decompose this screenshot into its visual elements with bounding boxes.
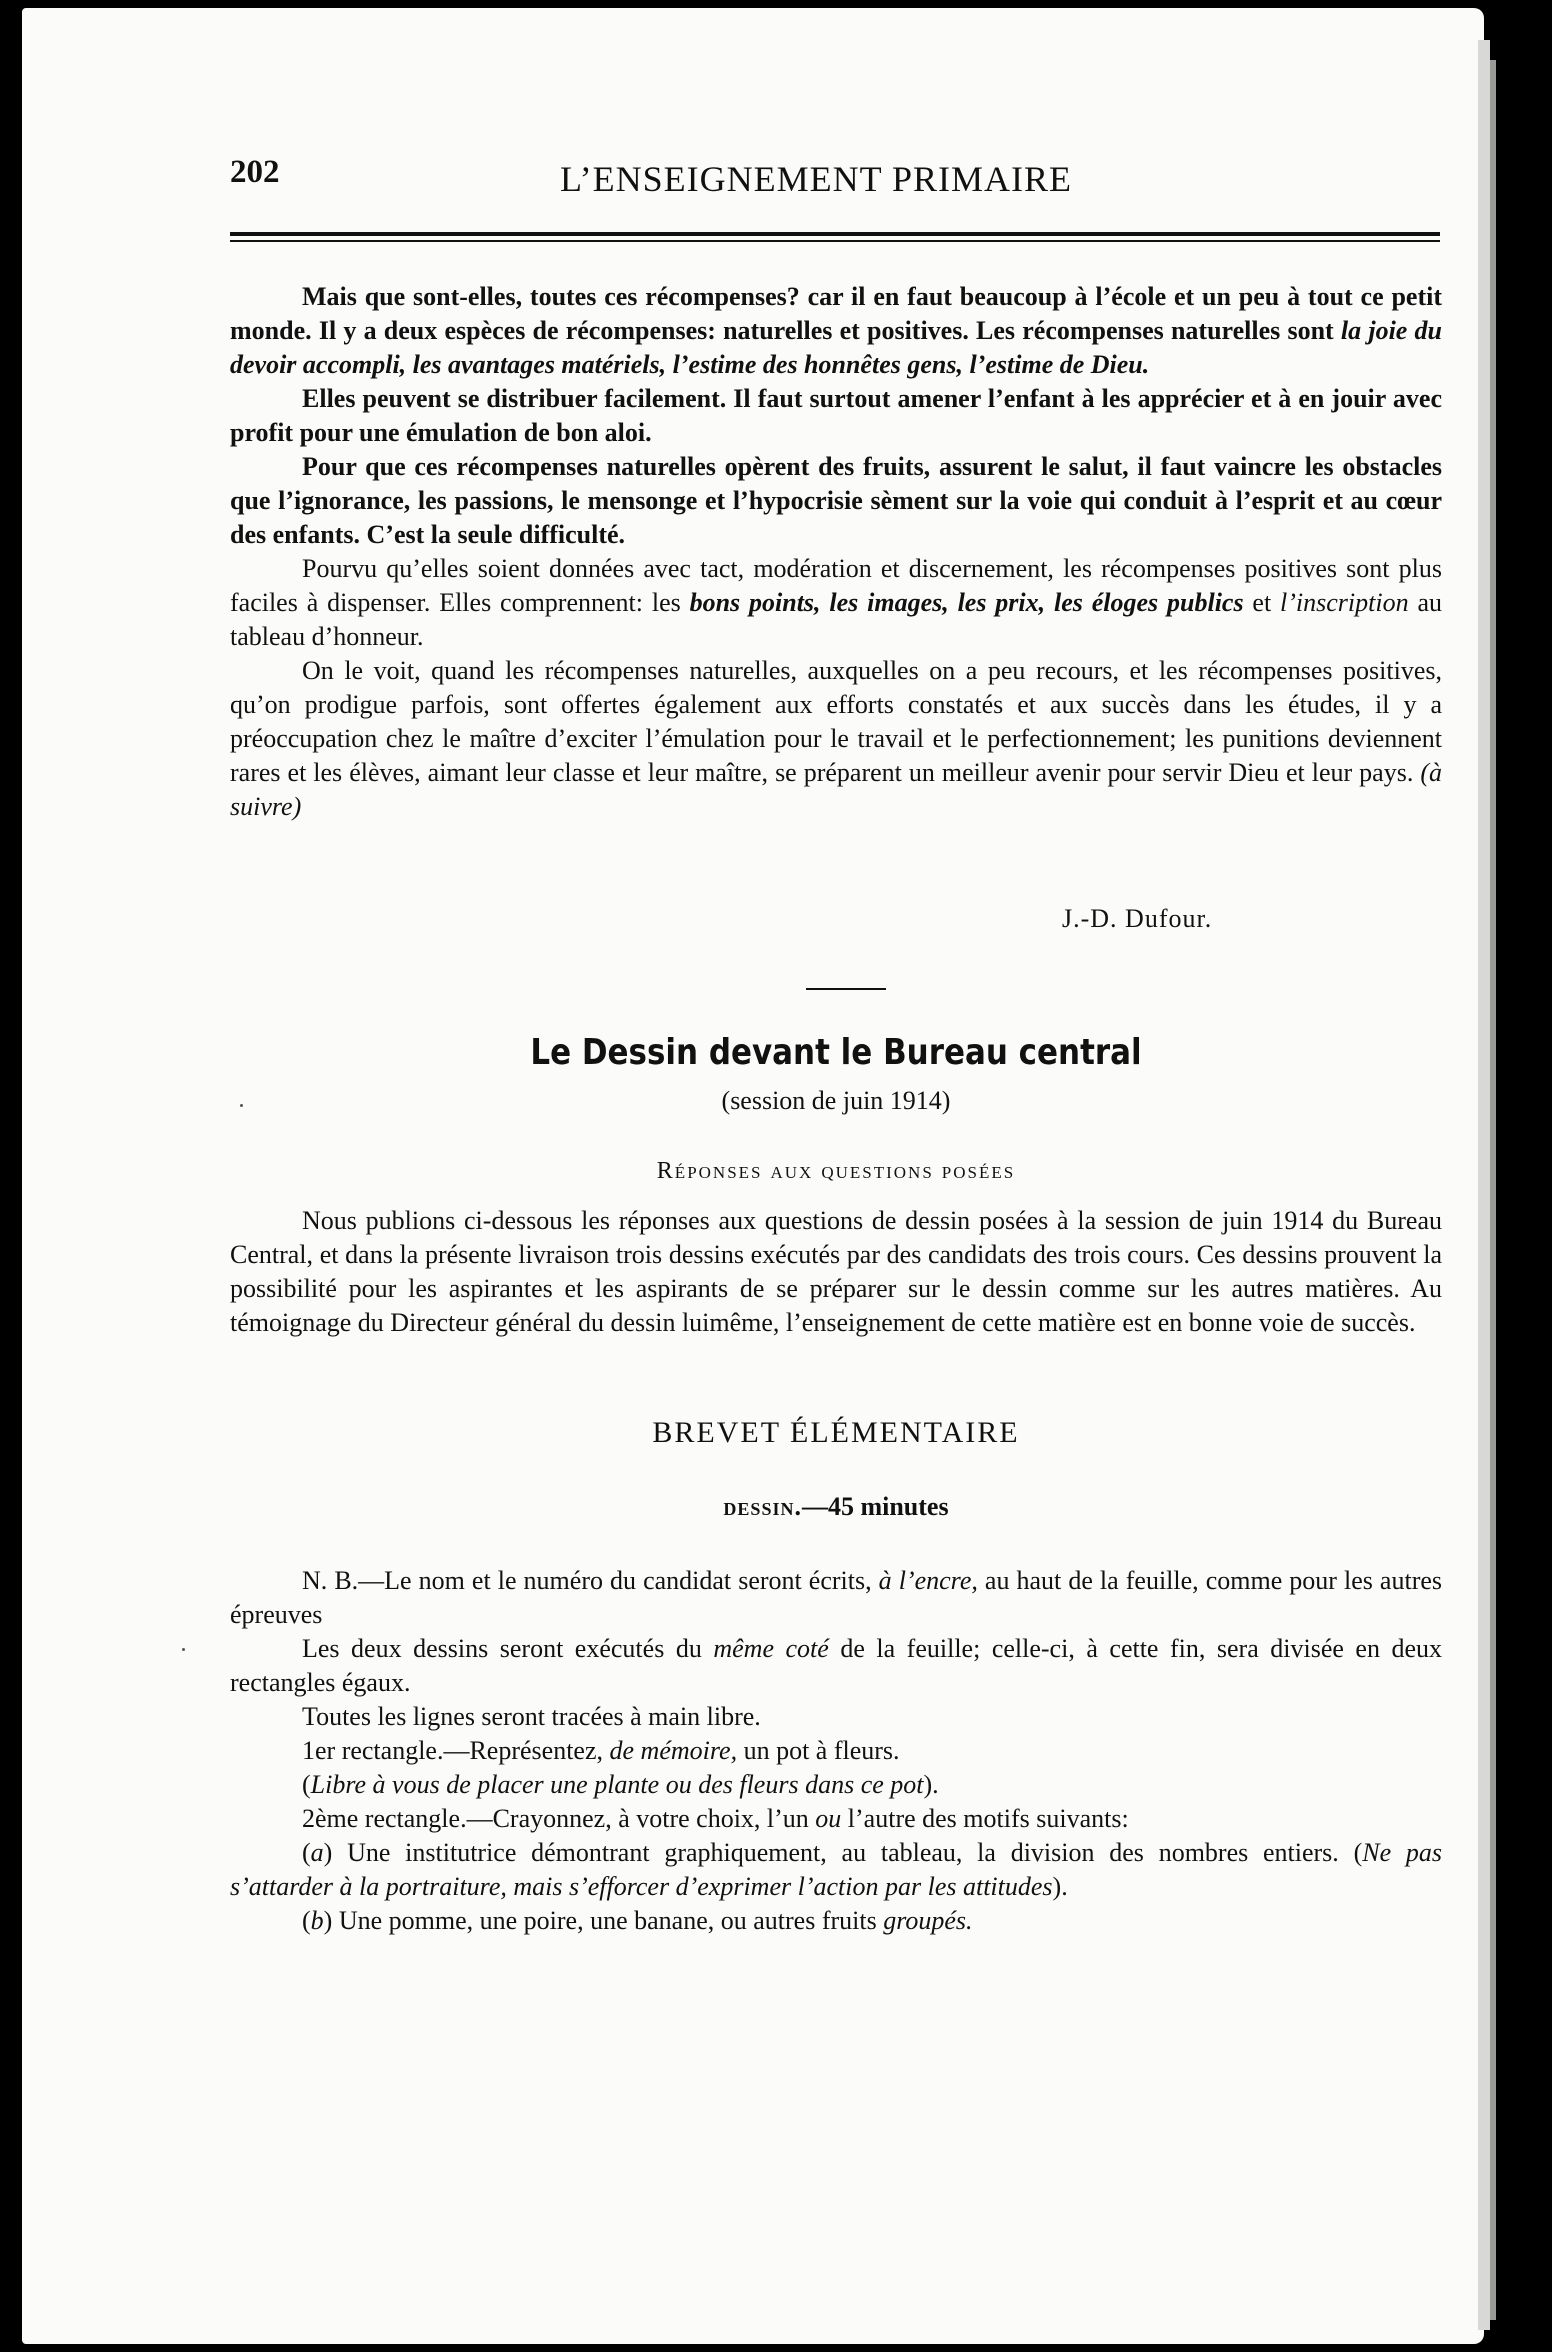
section-separator — [806, 988, 886, 990]
instruction-nb: N. B.—Le nom et le numéro du candidat seront écrits, à l’encre, au haut de la feuille, comme pour les autres épreuves — [230, 1566, 1443, 1629]
header-rule — [230, 232, 1440, 236]
section-heading: Réponses aux questions posées — [656, 1158, 1016, 1184]
paragraph-intro: Nous publions ci-dessous les réponses aux questions de dessin posées à la session de juin 1914 du Bureau Central, et dans la présente livraison trois dessins exécutés par des candidats des trois cours. Ces dessins prouvent la possibilité pour les aspirantes et les aspirants de se préparer sur le dessin comme sur les autres matières. Au témoignage du Directeur général du dessin luimême, l’enseignement de cette matière est en bonne voie de succès. — [230, 1206, 1442, 1337]
page-number: 202 — [230, 154, 280, 190]
instruction-same-side: Les deux dessins seront exécutés du même coté de la feuille; celle-ci, à cette fin, sera divisée en deux rectangles égaux. — [230, 1634, 1443, 1697]
paragraph-distribution: Elles peuvent se distribuer facilement. Il faut surtout amener l’enfant à les apprécier et à en jouir avec profit pour une émulation de bon aloi. — [230, 384, 1442, 447]
level-heading: BREVET ÉLÉMENTAIRE — [652, 1416, 1020, 1449]
exam-heading — [230, 1492, 1442, 1522]
article-continuation — [230, 280, 1442, 824]
running-title: L’ENSEIGNEMENT PRIMAIRE — [560, 159, 1073, 199]
article-title: Le Dessin devant le Bureau central — [530, 1032, 1142, 1073]
author-signature: J.-D. Dufour. — [1062, 904, 1213, 933]
paragraph-positives: Pourvu qu’elles soient données avec tact, modération et discernement, les récompenses positives sont plus faciles à dispenser. Elles comprennent: les bons points, les images, les prix, les éloges publics et l’inscription au tableau d’honneur. — [230, 554, 1443, 651]
exam-duration: —45 minutes — [801, 1492, 949, 1521]
instruction-option-a: (a) Une institutrice démontrant graphiquement, au tableau, la division des nombres entiers. (Ne pas s’attarder à la portraiture, mais s’efforcer d’exprimer l’action par les attitudes). — [230, 1838, 1443, 1901]
paper-speck — [182, 1648, 185, 1651]
exam-instructions — [230, 1564, 1442, 1938]
article-intro — [230, 1204, 1442, 1340]
paragraph-recompenses: Mais que sont-elles, toutes ces récompenses? car il en faut beaucoup à l’école et un peu à tout ce petit monde. Il y a deux espèces de récompenses: naturelles et positives. Les récompenses naturelles sont la joie du devoir accompli, les avantages matériels, l’estime des honnêtes gens, l’estime de Dieu. — [230, 282, 1443, 379]
instruction-free-hand: Toutes les lignes seront tracées à main libre. — [302, 1702, 761, 1731]
page-header — [230, 154, 1442, 204]
instruction-option-b: (b) Une pomme, une poire, une banane, ou autres fruits groupés. — [302, 1906, 973, 1935]
page-edge — [1478, 40, 1490, 2330]
instruction-rectangle-1: 1er rectangle.—Représentez, de mémoire, un pot à fleurs. — [302, 1736, 900, 1765]
header-rule-thin — [230, 240, 1440, 242]
page-edge-shadow — [1490, 60, 1496, 2320]
article-subtitle: (session de juin 1914) — [721, 1086, 951, 1115]
scanned-page — [22, 8, 1484, 2344]
paragraph-conclusion: On le voit, quand les récompenses naturelles, auxquelles on a peu recours, et les récompenses positives, qu’on prodigue parfois, sont offertes également aux efforts constatés et aux succès dans les études, il y a préoccupation chez le maître d’exciter l’émulation pour le travail et le perfectionnement; les punitions deviennent rares et les élèves, aimant leur classe et leur maître, se préparent un meilleur avenir pour servir Dieu et leur pays. (à suivre) — [230, 656, 1442, 821]
paper-speck — [240, 1104, 243, 1107]
instruction-rectangle-2: 2ème rectangle.—Crayonnez, à votre choix, l’un ou l’autre des motifs suivants: — [302, 1804, 1129, 1833]
exam-label: dessin. — [723, 1492, 802, 1521]
instruction-rectangle-1-note: (Libre à vous de placer une plante ou des fleurs dans ce pot). — [302, 1770, 939, 1799]
paragraph-obstacles: Pour que ces récompenses naturelles opèrent des fruits, assurent le salut, il faut vaincre les obstacles que l’ignorance, les passions, le mensonge et l’hypocrisie sèment sur la voie qui conduit à l’esprit et au cœur des enfants. C’est la seule difficulté. — [230, 452, 1442, 549]
page-content — [22, 8, 1484, 2344]
